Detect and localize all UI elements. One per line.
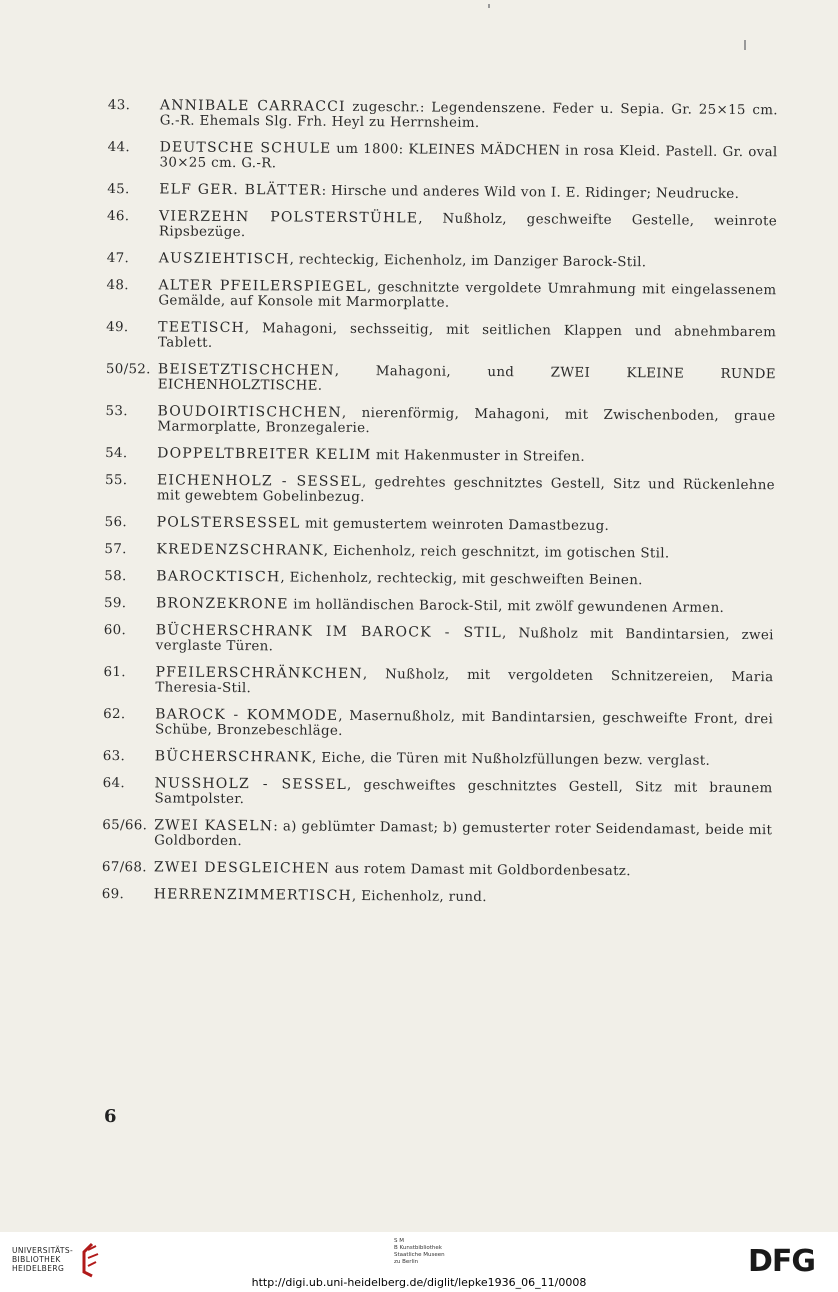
catalog-entry xyxy=(103,749,773,769)
entry-details: , Eiche, die Türen mit Nußholzfüllungen bezw. verglast. xyxy=(312,750,711,769)
entry-number: 50/52. xyxy=(105,361,151,378)
catalog-entry xyxy=(104,569,774,589)
catalog-entry xyxy=(103,665,773,700)
entry-number: 58. xyxy=(104,568,127,585)
entry-description xyxy=(154,818,772,853)
university-line: HEIDELBERG xyxy=(12,1264,65,1273)
smb-line: S M xyxy=(394,1238,404,1244)
entry-heading: KREDENZSCHRANK xyxy=(156,541,324,559)
catalog-entry xyxy=(106,320,776,355)
entry-description xyxy=(159,209,777,244)
smb-line: Staatliche Museen xyxy=(394,1252,445,1258)
entry-description xyxy=(159,251,777,271)
catalog-entry xyxy=(102,887,772,907)
entry-details: , Mahagoni, und ZWEI KLEINE RUNDE EICHENHOLZTISCHE. xyxy=(157,363,776,394)
catalog-entry xyxy=(102,818,772,853)
entry-number: 54. xyxy=(105,445,128,462)
entry-number: 69. xyxy=(101,886,125,903)
entry-description xyxy=(155,665,773,700)
entry-description xyxy=(154,887,772,907)
smb-label xyxy=(394,1238,445,1266)
entry-details: , nierenförmig, Mahagoni, mit Zwischenboden, graue Marmorplatte, Bronzegalerie. xyxy=(157,405,776,437)
entry-description xyxy=(158,278,776,313)
university-logo-icon xyxy=(78,1242,102,1278)
entry-description xyxy=(154,776,772,811)
entry-number: 59. xyxy=(103,595,127,612)
entry-description xyxy=(156,542,774,562)
entry-number: 44. xyxy=(107,139,131,156)
catalog-entry xyxy=(107,251,777,271)
entry-number: 49. xyxy=(106,319,129,336)
entry-heading: AUSZIEHTISCH xyxy=(158,250,290,268)
entry-description xyxy=(160,98,778,133)
entry-number: 46. xyxy=(107,208,130,225)
entry-details: , geschnitzte vergoldete Umrahmung mit eingelassenem Gemälde, auf Konsole mit Marmorplatte. xyxy=(158,280,777,311)
entry-heading: ANNIBALE CARRACCI xyxy=(159,97,346,115)
entry-number: 67/68. xyxy=(101,859,147,876)
entry-description xyxy=(159,140,777,175)
entry-details: , rechteckig, Eichenholz, im Danziger Barock-Stil. xyxy=(289,252,647,271)
entry-description xyxy=(156,569,774,589)
entry-description xyxy=(156,596,774,616)
entry-description xyxy=(155,707,773,742)
entry-number: 61. xyxy=(103,664,126,681)
entry-description xyxy=(158,362,776,397)
entry-heading: ELF GER. BLÄTTER xyxy=(159,181,322,199)
entry-number: 45. xyxy=(107,181,130,198)
scan-mark xyxy=(744,40,746,50)
university-line: UNIVERSITÄTS- xyxy=(12,1246,74,1255)
entry-details: , Masernußholz, mit Bandintarsien, geschweifte Front, drei Schübe, Bronzebeschläge. xyxy=(154,708,774,739)
entry-heading: BAROCK - KOMMODE xyxy=(155,706,339,724)
catalog-entry xyxy=(104,623,774,658)
entry-number: 57. xyxy=(104,541,127,558)
entry-details: , Nußholz, geschweifte Gestelle, weinrote Ripsbezüge. xyxy=(158,211,778,241)
entry-heading: BRONZEKRONE xyxy=(155,595,289,613)
entry-details: mit Hakenmuster in Streifen. xyxy=(371,448,586,465)
entry-number: 64. xyxy=(102,775,126,792)
catalog-entry xyxy=(107,209,777,244)
entry-details: , geschweiftes geschnitztes Gestell, Sitz mit braunem Samtpolster. xyxy=(154,777,773,808)
entry-heading: TEETISCH xyxy=(158,319,246,337)
entry-heading: DOPPELTBREITER KELIM xyxy=(157,445,372,464)
catalog-entry xyxy=(104,596,774,616)
entry-heading: PFEILERSCHRÄNKCHEN xyxy=(155,664,363,683)
entry-heading: BOUDOIRTISCHCHEN xyxy=(157,403,342,421)
entry-number: 60. xyxy=(103,622,127,639)
catalog-entry xyxy=(105,404,775,439)
scan-mark xyxy=(488,4,490,8)
entry-number: 62. xyxy=(103,706,126,723)
entry-heading: HERRENZIMMERTISCH xyxy=(153,886,353,904)
entry-heading: BÜCHERSCHRANK IM BAROCK - STIL xyxy=(155,622,503,642)
entry-number: 53. xyxy=(105,403,128,420)
catalog-entry xyxy=(107,140,777,175)
entry-details: , Mahagoni, sechsseitig, mit seitlichen Klappen und abnehmbarem Tablett. xyxy=(158,321,777,351)
entry-heading: BAROCKTISCH xyxy=(156,568,281,586)
source-url-link[interactable]: http://digi.ub.uni-heidelberg.de/diglit/lepke1936_06_11/0008 xyxy=(251,1276,587,1289)
entry-details: , gedrehtes geschnitztes Gestell, Sitz und Rückenlehne mit gewebtem Gobelinbezug. xyxy=(156,475,776,506)
entry-number: 55. xyxy=(104,472,128,489)
entry-description xyxy=(159,182,777,202)
catalog-entry xyxy=(106,278,776,313)
catalog-entry xyxy=(102,776,772,811)
catalog-entry xyxy=(108,98,778,133)
entry-heading: POLSTERSESSEL xyxy=(156,514,301,532)
entry-description xyxy=(155,749,773,769)
footer-bar xyxy=(0,1232,838,1292)
entry-heading: ZWEI DESGLEICHEN xyxy=(153,859,331,877)
entry-number: 43. xyxy=(107,98,131,114)
entry-heading: EICHENHOLZ - SESSEL xyxy=(156,472,363,491)
entry-description xyxy=(157,446,775,466)
entry-description xyxy=(157,404,775,439)
entry-heading: ALTER PFEILERSPIEGEL xyxy=(158,277,368,296)
entry-details: um 1800: KLEINES MÄDCHEN in rosa Kleid. Pastell. Gr. oval 30×25 cm. G.-R. xyxy=(159,141,778,172)
entry-details: : a) geblümter Damast; b) gemusterter roter Seidendamast, beide mit Goldborden. xyxy=(154,819,773,850)
entry-number: 63. xyxy=(102,748,126,765)
entry-details: : Hirsche und anderes Wild von I. E. Ridinger; Neudrucke. xyxy=(321,183,740,202)
entry-details: zugeschr.: Legendenszene. Feder u. Sepia. Gr. 25×15 cm. G.-R. Ehemals Slg. Frh. Heyl zu Herrnsheim. xyxy=(159,99,778,131)
catalog-entry xyxy=(106,362,776,397)
entry-description xyxy=(157,473,775,508)
entry-details: , Eichenholz, rund. xyxy=(351,888,487,905)
catalog-entry xyxy=(105,473,775,508)
entry-details: im holländischen Barock-Stil, mit zwölf gewundenen Armen. xyxy=(288,597,725,616)
university-line: BIBLIOTHEK xyxy=(12,1255,61,1264)
entry-number: 65/66. xyxy=(102,817,148,834)
entry-details: , Eichenholz, reich geschnitzt, im gotischen Stil. xyxy=(323,543,670,562)
entry-details: aus rotem Damast mit Goldbordenbesatz. xyxy=(330,861,631,880)
catalog-entries xyxy=(102,98,778,919)
entry-description xyxy=(158,320,776,355)
entry-heading: BÜCHERSCHRANK xyxy=(154,748,313,766)
entry-heading: ZWEI KASELN xyxy=(154,817,274,835)
entry-details: , Nußholz mit Bandintarsien, zwei verglaste Türen. xyxy=(155,626,774,655)
catalog-entry xyxy=(103,707,773,742)
entry-number: 48. xyxy=(106,277,129,294)
smb-line: zu Berlin xyxy=(394,1259,419,1265)
entry-details: , Nußholz, mit vergoldeten Schnitzereien, Maria Theresia-Stil. xyxy=(155,667,774,697)
entry-heading: NUSSHOLZ - SESSEL xyxy=(154,775,348,793)
entry-details: mit gemustertem weinroten Damastbezug. xyxy=(300,516,610,534)
entry-heading: DEUTSCHE SCHULE xyxy=(159,139,332,157)
university-library-label xyxy=(12,1246,73,1273)
smb-line: B Kunstbibliothek xyxy=(394,1245,442,1251)
entry-description xyxy=(157,515,775,535)
entry-number: 47. xyxy=(106,250,130,267)
entry-description xyxy=(156,623,774,658)
catalog-entry xyxy=(104,542,774,562)
catalog-entry xyxy=(102,860,772,880)
catalog-entry xyxy=(105,446,775,466)
page-number: 6 xyxy=(104,1106,117,1127)
entry-details: , Eichenholz, rechteckig, mit geschweiften Beinen. xyxy=(280,570,643,589)
catalog-entry xyxy=(105,515,775,535)
entry-number: 56. xyxy=(104,514,128,531)
entry-heading: BEISETZTISCHCHEN xyxy=(157,361,335,379)
catalog-entry xyxy=(107,182,777,202)
dfg-logo: DFG xyxy=(748,1244,816,1279)
entry-heading: VIERZEHN POLSTERSTÜHLE xyxy=(159,208,419,227)
entry-description xyxy=(154,860,772,880)
